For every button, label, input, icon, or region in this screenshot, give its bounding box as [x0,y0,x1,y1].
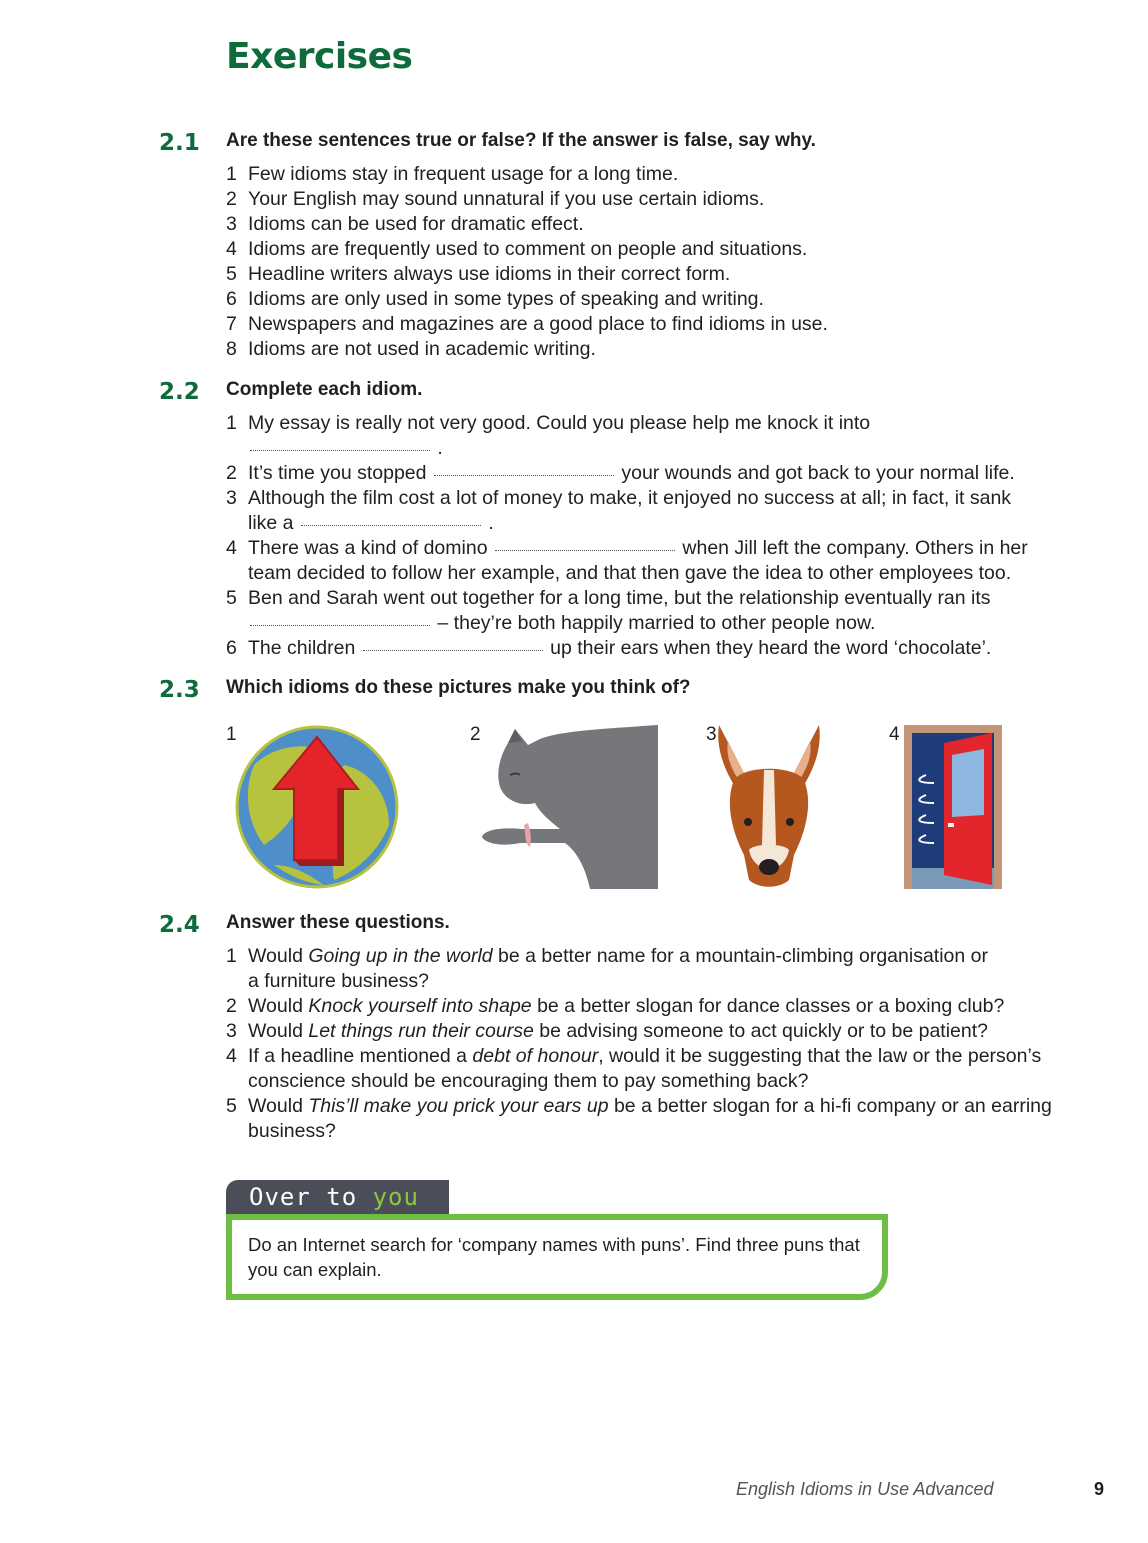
book-title-footer: English Idioms in Use Advanced [736,1479,994,1499]
exercise-number: 2.4 [159,912,200,938]
answer-blank[interactable] [495,549,675,551]
list-item: 5 Would This’ll make you prick your ears up be a better slogan for a hi-fi company or an earring business? [226,1095,1052,1142]
list-item: 7 Newspapers and magazines are a good place to find idioms in use. [226,313,828,335]
list-item: 5 Ben and Sarah went out together for a long time, but the relationship eventually ran its – they’re both happily married to other people now. [226,587,991,634]
picture-number: 4 [889,724,900,745]
page-title: Exercises [226,36,413,77]
answer-blank[interactable] [250,449,430,451]
over-to-you-box [226,1214,888,1300]
answer-blank[interactable] [250,624,430,626]
exercise-instruction: Answer these questions. [226,912,450,933]
list-item: 4 If a headline mentioned a debt of honour, would it be suggesting that the law or the person’s conscience should be encouraging them to pay something back? [226,1045,1042,1092]
exercise-instruction: Are these sentences true or false? If the answer is false, say why. [226,130,816,151]
picture-number: 1 [226,724,237,745]
list-item: 2 Your English may sound unnatural if you use certain idioms. [226,188,765,210]
exercise-items [226,162,1056,362]
picture-number: 3 [706,724,717,745]
list-item: 1 My essay is really not very good. Could you please help me knock it into . [226,412,871,459]
exercise-items [226,411,1056,661]
over-to-you-text: Do an Internet search for ‘company names with puns’. Find three puns that [248,1234,860,1255]
list-item: 3 Idioms can be used for dramatic effect. [226,213,584,235]
list-item: 4 Idioms are frequently used to comment on people and situations. [226,238,808,260]
exercise-number: 2.1 [159,130,200,156]
page-number: 9 [1094,1479,1105,1499]
list-item: 1 Would Going up in the world be a better name for a mountain-climbing organisation or a furniture business? [226,945,988,992]
list-item: 5 Headline writers always use idioms in their correct form. [226,263,731,285]
list-item: 6 The children up their ears when they heard the word ‘chocolate’. [226,637,992,659]
answer-blank[interactable] [434,474,614,476]
exercise-instruction: Which idioms do these pictures make you think of? [226,677,691,698]
cat-licking-paw-icon [480,725,660,889]
answer-blank[interactable] [363,649,543,651]
list-item: 1 Few idioms stay in frequent usage for a long time. [226,163,679,185]
list-item: 2 It’s time you stopped your wounds and got back to your normal life. [226,462,1015,484]
dog-with-pricked-ears-icon [714,725,824,889]
over-to-you-tab: Over to you [226,1180,449,1214]
answer-blank[interactable] [301,524,481,526]
exercise-number: 2.2 [159,379,200,405]
exercise-items [226,944,1056,1144]
globe-with-up-arrow-icon [234,725,400,889]
over-to-you-text: you can explain. [248,1259,382,1280]
list-item: 2 Would Knock yourself into shape be a better slogan for dance classes or a boxing club? [226,995,1005,1017]
list-item: 8 Idioms are not used in academic writing. [226,338,596,360]
exercise-number: 2.3 [159,677,200,703]
list-item: 4 There was a kind of domino when Jill left the company. Others in her team decided to follow her example, and that then gave the idea to other employees too. [226,537,1028,584]
list-item: 3 Would Let things run their course be advising someone to act quickly or to be patient? [226,1020,989,1042]
open-red-door-icon [904,725,1002,889]
list-item: 3 Although the film cost a lot of money to make, it enjoyed no success at all; in fact, it sank like a . [226,487,1012,534]
exercise-instruction: Complete each idiom. [226,379,423,400]
list-item: 6 Idioms are only used in some types of speaking and writing. [226,288,764,310]
picture-number: 2 [470,724,481,745]
